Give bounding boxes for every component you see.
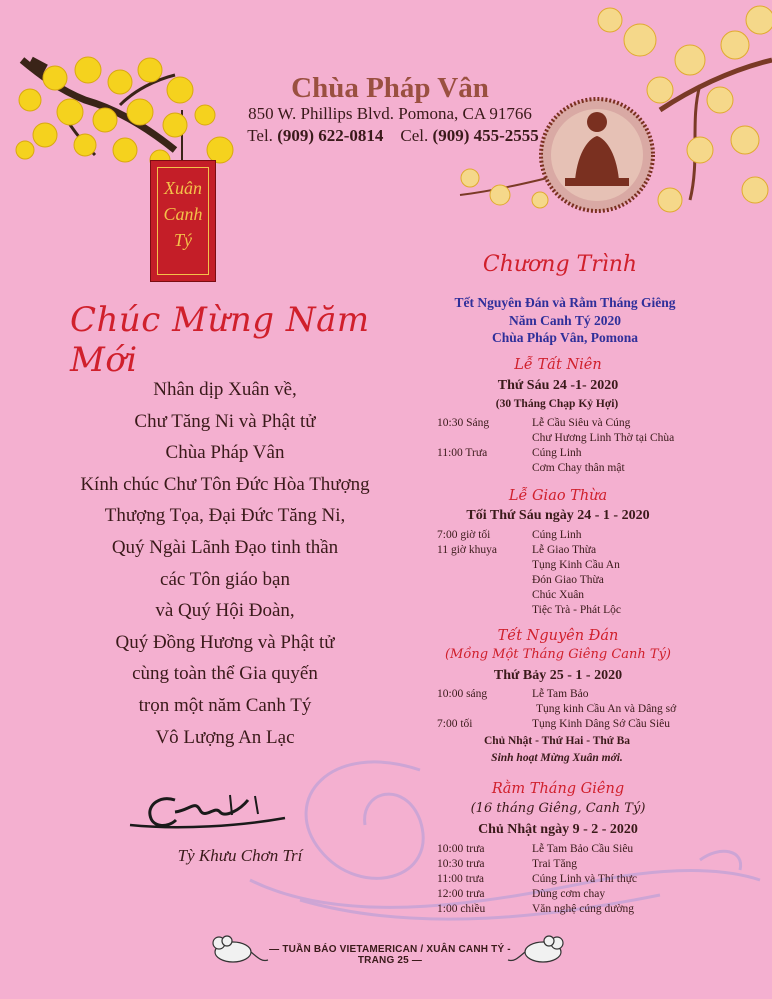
row-activity: Tiệc Trà - Phát Lộc [532, 604, 622, 616]
message-line: và Quý Hội Đoàn, [155, 600, 295, 622]
row-time: 10:00 sáng [437, 688, 488, 700]
banner-line-2: Canh [163, 204, 203, 224]
row-time: 1:00 chiều [437, 903, 486, 915]
row-activity: Cúng Linh [532, 529, 582, 541]
section-days: Chủ Nhật - Thứ Hai - Thứ Ba [484, 735, 630, 747]
row-time: 11 giờ khuya [437, 544, 497, 556]
section-title-ram-thang-gieng: Rằm Tháng Giêng [491, 781, 625, 797]
section-note: (16 tháng Giêng, Canh Tý) [470, 801, 646, 816]
greeting-message [60, 374, 390, 753]
message-line: Chư Tăng Ni và Phật tử [134, 410, 316, 432]
section-date: Thứ Sáu 24 -1- 2020 [497, 378, 619, 393]
xuan-canh-ty-banner [150, 160, 216, 282]
row-time: 10:30 trưa [437, 858, 485, 870]
row-activity: Cúng Linh [532, 447, 582, 459]
program-sub-line: Năm Canh Tý 2020 [509, 312, 621, 328]
section-title-tat-nien: Lễ Tất Niên [514, 357, 602, 373]
row-activity: Tụng Kinh Dâng Sớ Cầu Siêu [532, 718, 671, 730]
row-time: 7:00 giờ tối [437, 529, 491, 541]
temple-name: Chùa Pháp Vân [291, 72, 489, 104]
row-activity: Tụng Kinh Cầu An [532, 559, 620, 571]
row-activity: Cơm Chay thân mật [532, 462, 625, 474]
program-sub-line: Tết Nguyên Đán và Rằm Tháng Giêng [454, 295, 676, 310]
message-line: Quý Ngài Lãnh Đạo tinh thần [111, 536, 339, 558]
section-date: Chủ Nhật ngày 9 - 2 - 2020 [478, 822, 638, 837]
new-year-greeting: Chúc Mừng Năm Mới [70, 300, 370, 380]
message-line: trọn một năm Canh Tý [138, 694, 312, 716]
program-title: Chương Trình [482, 252, 638, 277]
cel-number: (909) 455-2555 [432, 126, 539, 145]
row-activity: Dùng cơm chay [532, 888, 606, 900]
row-activity: Chúc Xuân [532, 589, 585, 601]
row-activity: Trai Tăng [532, 858, 578, 870]
message-line: Chùa Pháp Vân [165, 442, 285, 464]
row-time: 7:00 tối [437, 718, 473, 730]
tel-number: (909) 622-0814 [277, 126, 384, 145]
section-title-giao-thua: Lễ Giao Thừa [508, 488, 608, 504]
row-activity: Lễ Tam Bảo [532, 688, 589, 700]
row-activity: Lễ Cầu Siêu và Cúng [532, 417, 631, 429]
message-line: Nhân dịp Xuân về, [153, 379, 297, 400]
program-subtitle [425, 294, 705, 347]
row-time: 10:30 Sáng [437, 417, 490, 429]
row-activity: Lễ Giao Thừa [532, 544, 597, 556]
message-line: cùng toàn thể Gia quyến [132, 663, 318, 685]
message-line: Thượng Tọa, Đại Đức Tăng Ni, [104, 505, 346, 527]
section-date: Thứ Bảy 25 - 1 - 2020 [493, 668, 623, 683]
row-activity: Tụng kinh Cầu An và Dâng sớ [536, 703, 677, 715]
signature [130, 795, 285, 827]
message-line: Quý Đồng Hương và Phật tử [115, 631, 335, 653]
row-activity: Lễ Tam Bảo Cầu Siêu [532, 843, 634, 855]
banner-line-1: Xuân [164, 178, 202, 198]
section-note: (30 Tháng Chạp Kỷ Hợi) [495, 398, 619, 410]
row-activity: Chư Hương Linh Thờ tại Chùa [532, 432, 675, 444]
row-activity: Đón Giao Thừa [532, 574, 604, 586]
section-date: Tối Thứ Sáu ngày 24 - 1 - 2020 [466, 508, 650, 523]
row-activity: Văn nghệ cúng dường [532, 903, 635, 915]
buddha-seal-icon [541, 99, 653, 211]
page-footer: — TUẦN BÁO VIETAMERICAN / XUÂN CANH TÝ - TRANG 25 — [269, 944, 511, 966]
banner-line-3: Tý [174, 230, 192, 250]
tel-label: Tel. [247, 126, 273, 145]
program-sub-line: Chùa Pháp Vân, Pomona [491, 330, 639, 345]
message-line: các Tôn giáo bạn [160, 568, 290, 590]
row-activity: Cúng Linh và Thí thực [532, 873, 638, 885]
cel-label: Cel. [400, 126, 429, 145]
section-note: (Mồng Một Tháng Giêng Canh Tý) [444, 647, 671, 662]
signer-name: Tỳ Khưu Chơn Trí [177, 846, 303, 865]
message-line: Vô Lượng An Lạc [155, 726, 295, 748]
row-time: 11:00 Trưa [437, 447, 488, 459]
temple-phones [228, 126, 558, 146]
section-activity: Sinh hoạt Mừng Xuân mới. [491, 752, 623, 764]
row-time: 12:00 trưa [437, 888, 485, 900]
row-time: 10:00 trưa [437, 843, 485, 855]
banner-text [151, 175, 215, 253]
message-line: Kính chúc Chư Tôn Đức Hòa Thượng [80, 473, 370, 495]
row-time: 11:00 trưa [437, 873, 485, 885]
section-title-nguyen-dan: Tết Nguyên Đán [497, 628, 619, 644]
temple-address: 850 W. Phillips Blvd. Pomona, CA 91766 [248, 104, 532, 123]
